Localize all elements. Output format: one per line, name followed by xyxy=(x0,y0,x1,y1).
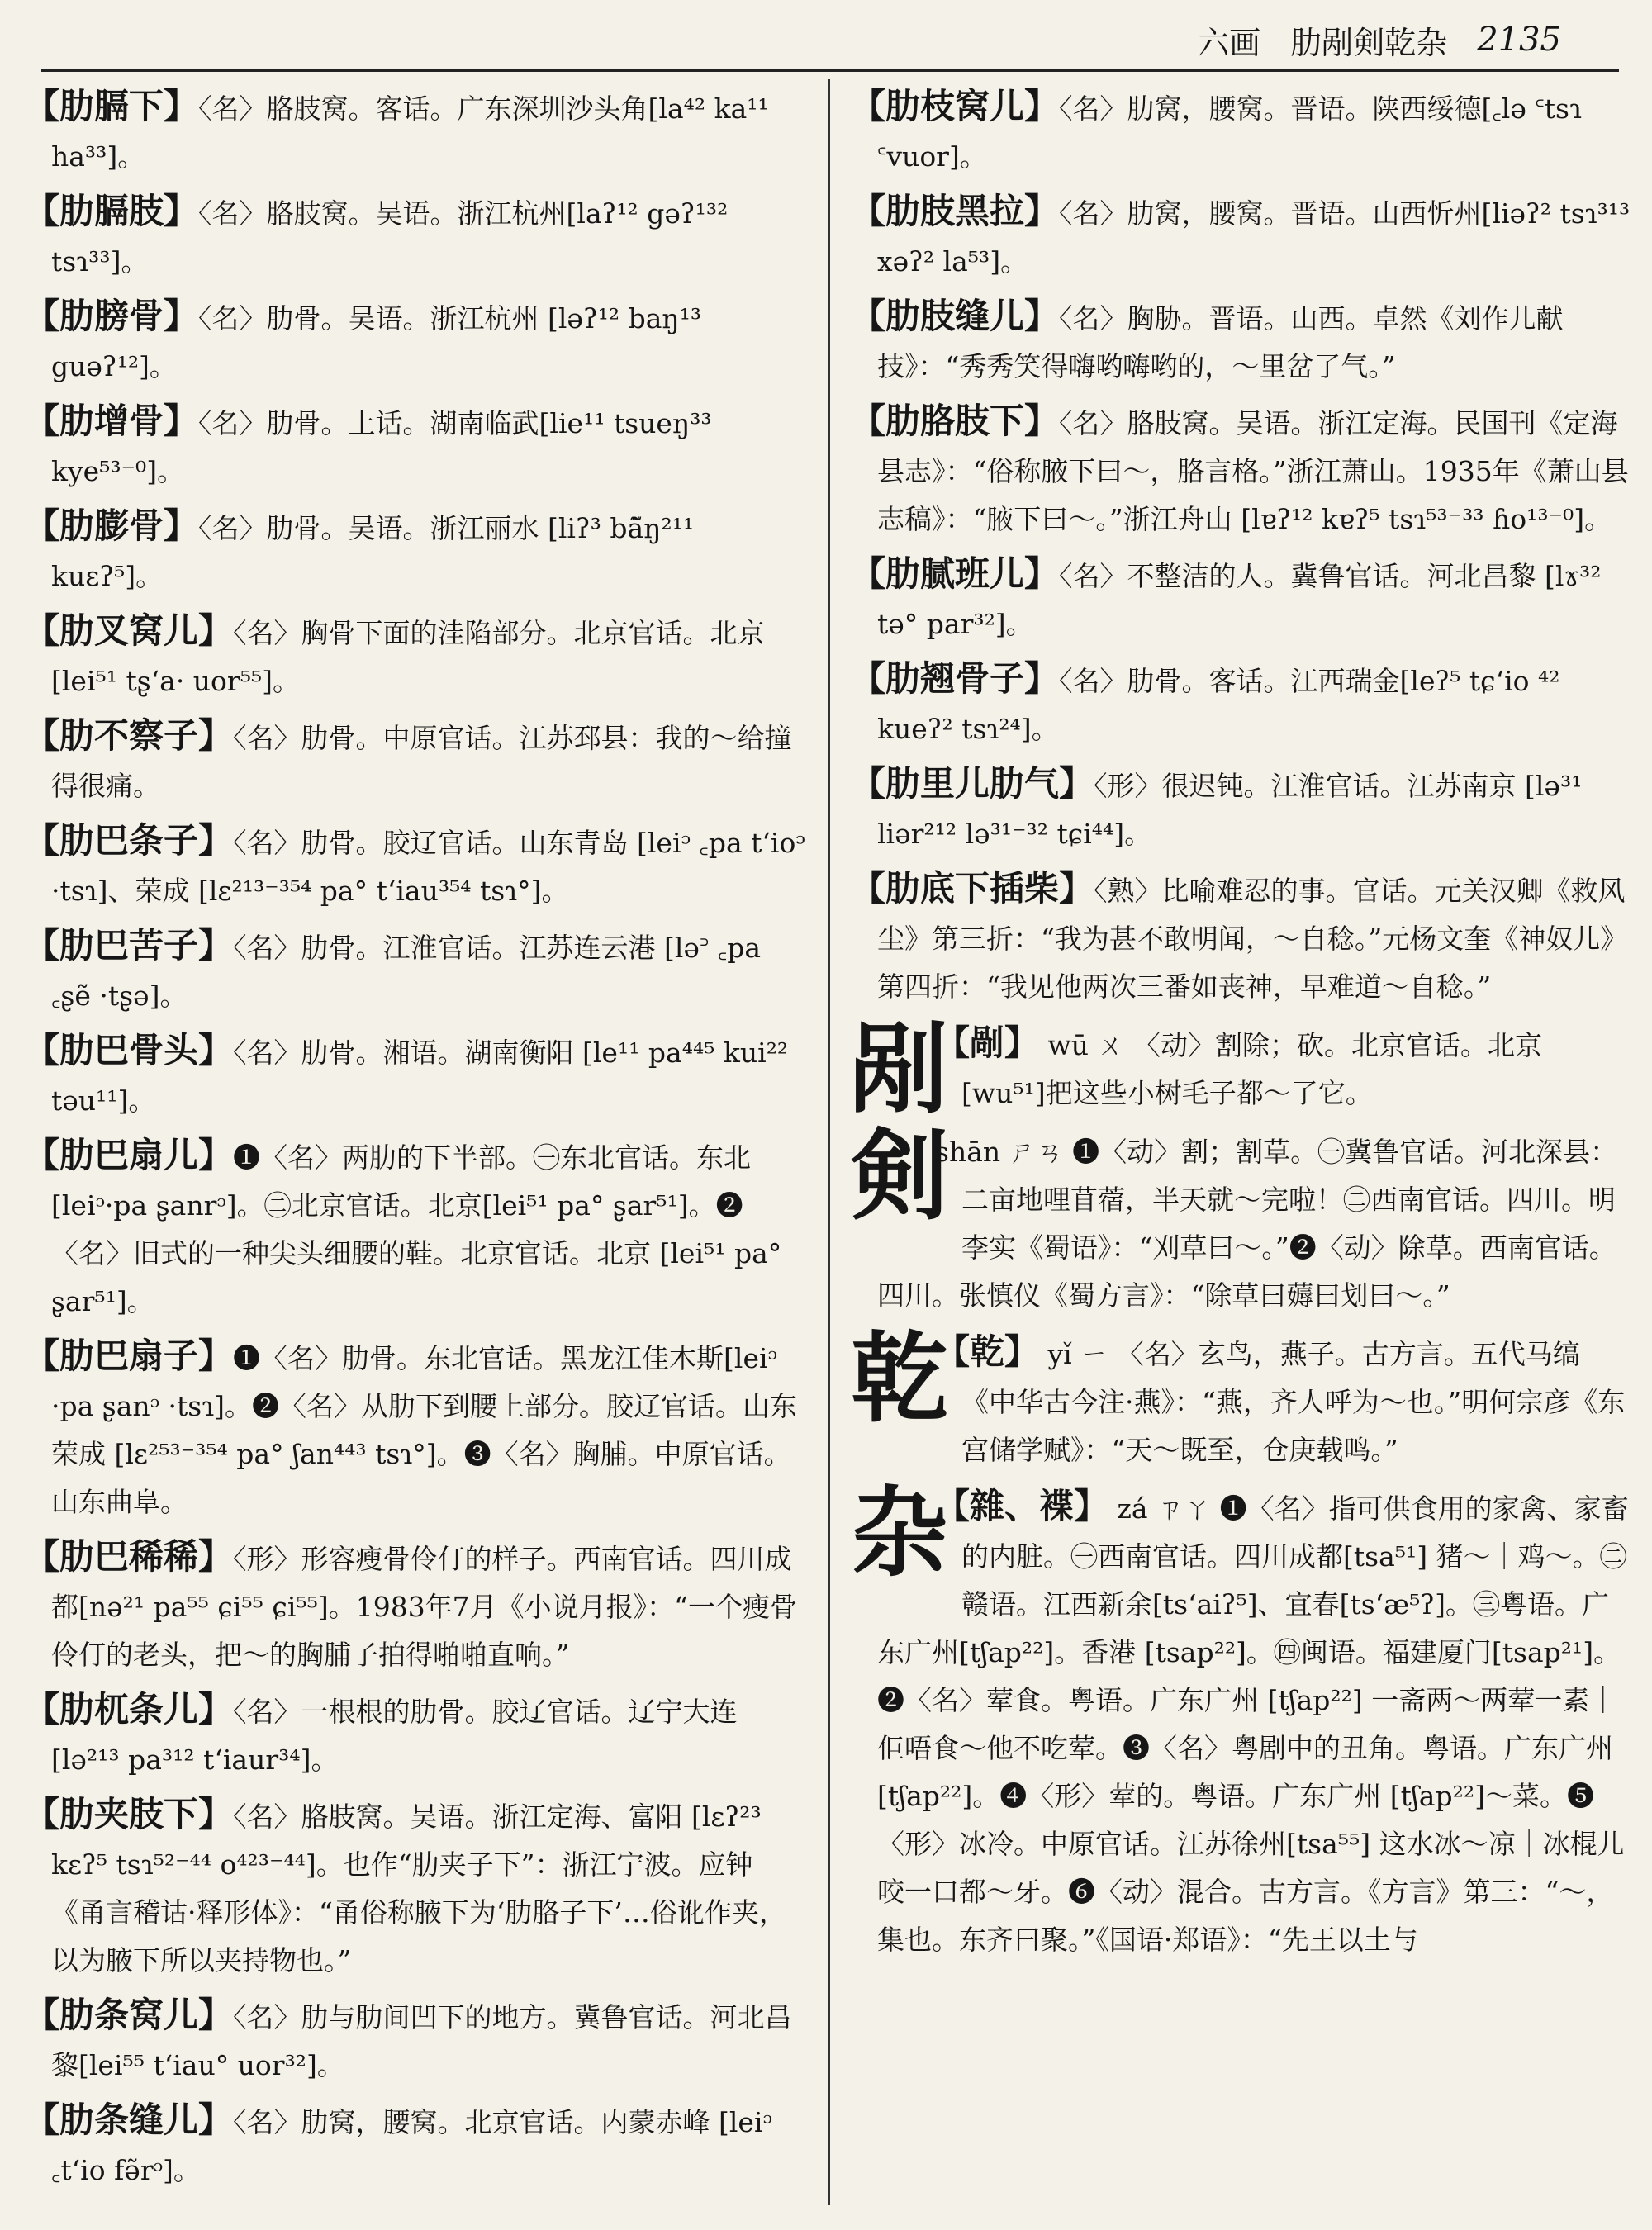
entry xyxy=(851,865,1631,1011)
headword: 【肋肢缝儿】 xyxy=(851,296,1060,336)
definition: 〈形〉形容瘦骨伶仃的样子。西南官话。四川成都[nə²¹ pa⁵⁵ ɕi⁵⁵ ɕi⁵⁵]。1983年7月《小说月报》：“一个瘦骨伶仃的老头，把～的胸脯子拍得啪啪直响。” xyxy=(51,1543,798,1671)
definition: 〈名〉肋与肋间凹下的地方。冀鲁官话。河北昌黎[lei⁵⁵ tʻiau° uor³²]。 xyxy=(51,2001,792,2081)
headword: 【肋膨骨】 xyxy=(25,505,199,546)
headword: 【肋巴稀稀】 xyxy=(25,1536,234,1577)
reading: shān ㄕㄢ xyxy=(935,1136,1064,1168)
definition: 〈名〉胳肢窝。客话。广东深圳沙头角[la⁴² ka¹¹ ha³³]。 xyxy=(51,93,769,173)
entry xyxy=(851,397,1631,543)
char-entry xyxy=(851,1118,1631,1320)
headword: 【肋膈肢】 xyxy=(25,191,199,231)
trad-form: 【雜、褋】 xyxy=(935,1486,1109,1526)
header-chars: 肋剐剣乾杂 xyxy=(1290,24,1448,61)
headword: 【肋巴条子】 xyxy=(25,820,234,861)
headword: 【肋翘骨子】 xyxy=(851,658,1060,699)
definition: 〈名〉胸骨下面的洼陷部分。北京官话。北京 [lei⁵¹ tʂʻa· uor⁵⁵]。 xyxy=(51,617,765,697)
definition: 〈名〉不整洁的人。冀鲁官话。河北昌黎 [lɤ³² tə° par³²]。 xyxy=(877,560,1602,640)
definition: 〈形〉很迟钝。江淮官话。江苏南京 [lə³¹ liər²¹² lə³¹⁻³² tɕi⁴⁴]。 xyxy=(877,770,1583,850)
trad-form: 【剮】 xyxy=(935,1022,1040,1063)
header-rule xyxy=(41,69,1619,72)
headword: 【肋增骨】 xyxy=(25,401,199,441)
headword: 【肋巴扇儿】 xyxy=(25,1135,234,1175)
entry xyxy=(851,83,1631,181)
headword: 【肋叉窝儿】 xyxy=(25,610,234,651)
definition: 〈名〉肋骨。吴语。浙江杭州 [ləʔ¹² baŋ¹³ guəʔ¹²]。 xyxy=(51,302,702,382)
headword: 【肋巴苦子】 xyxy=(25,925,234,966)
char-entry xyxy=(851,1321,1631,1474)
definition: ❶〈动〉割；割草。㊀冀鲁官话。河北深县：二亩地哩苜蓿，半天就～完啦！㊁西南官话。四川。明李实《蜀语》：“刈草曰～。”❷〈动〉除草。西南官话。四川。张慎仪《蜀方言》：“除草曰薅曰划曰～。” xyxy=(877,1136,1618,1312)
headword: 【肋肢黑拉】 xyxy=(851,191,1060,231)
char-entry xyxy=(851,1012,1631,1127)
definition: 〈名〉肋窝，腰窝。晋语。陕西绥德[꜀lə ꜂tsɿ ꜂vuor]。 xyxy=(877,93,1582,173)
entry xyxy=(25,607,805,705)
big-headchar: 杂 xyxy=(851,1475,949,1590)
entry xyxy=(25,817,805,915)
headword: 【肋不察子】 xyxy=(25,715,234,756)
headword: 【肋腻班儿】 xyxy=(851,553,1060,594)
char-entry xyxy=(851,1475,1631,1964)
definition: ❶〈名〉肋骨。东北官话。黑龙江佳木斯[leiᵓ ·pa ʂanᵓ ·tsɿ]。❷〈名〉从肋下到腰上部分。胶辽官话。山东荣成 [lɛ²⁵³⁻³⁵⁴ pa° ʃan⁴⁴³ tsɿ°]。❸〈名〉胸脯。中原官话。山东曲阜。 xyxy=(51,1342,798,1518)
definition: ❶〈名〉两肋的下半部。㊀东北官话。东北 [leiᵓ·pa ʂanrᵓ]。㊁北京官话。北京[lei⁵¹ pa° ʂar⁵¹]。❷〈名〉旧式的一种尖头细腰的鞋。北京官话。北京 [lei⁵¹ pa° ʂar⁵¹]。 xyxy=(51,1141,782,1317)
entry xyxy=(25,1132,805,1326)
right-column xyxy=(851,83,1631,1971)
left-column xyxy=(25,83,805,2201)
reading: yǐ ㄧ xyxy=(1047,1338,1108,1370)
entry xyxy=(25,1686,805,1784)
headword: 【肋条缝儿】 xyxy=(25,2100,234,2140)
section-label: 六画 xyxy=(1198,24,1261,61)
column-divider xyxy=(828,79,830,2205)
definition: 〈名〉肋骨。江淮官话。江苏连云港 [lə꜄ ꜀pa ꜀ʂẽ ·tʂə]。 xyxy=(51,932,762,1012)
reading: zá ㄗㄚ xyxy=(1117,1492,1212,1525)
entry xyxy=(25,2096,805,2194)
big-headchar: 剐 xyxy=(851,1012,949,1127)
definition: 〈名〉肋骨。中原官话。江苏邳县：我的～给撞得很痛。 xyxy=(51,722,792,802)
headword: 【肋枝窝儿】 xyxy=(851,86,1060,126)
definition: 〈名〉玄鸟，燕子。古方言。五代马缟《中华古今注·燕》：“燕，齐人呼为～也。”明何宗彦《东宫储学赋》：“天～既至，仓庚载鸣。” xyxy=(961,1338,1626,1466)
definition: 〈名〉胳肢窝。吴语。浙江定海、富阳 [lɛʔ²³ kɛʔ⁵ tsɿ⁵²⁻⁴⁴ o⁴²³⁻⁴⁴]。也作“肋夹子下”：浙江宁波。应钟《甬言稽诂·释形体》：“甬俗称腋下为‘肋胳子下’…俗讹作夹，以为腋下所以夹持物也。” xyxy=(51,1801,786,1976)
definition: 〈名〉胳肢窝。吴语。浙江杭州[laʔ¹² gəʔ¹³² tsɿ³³]。 xyxy=(51,197,729,278)
headword: 【肋膀骨】 xyxy=(25,296,199,336)
definition: 〈名〉胸胁。晋语。山西。卓然《刘作儿献技》：“秀秀笑得嗨哟嗨哟的，～里岔了气。” xyxy=(877,302,1564,382)
entry xyxy=(25,1791,805,1985)
trad-form: 【乾】 xyxy=(935,1331,1040,1372)
headword: 【肋巴骨头】 xyxy=(25,1030,234,1070)
definition: 〈动〉割除；砍。北京官话。北京 [wu⁵¹]把这些小树毛子都～了它。 xyxy=(961,1029,1543,1109)
entry xyxy=(25,1991,805,2090)
entry xyxy=(25,397,805,496)
entry xyxy=(851,550,1631,648)
definition: 〈名〉肋窝，腰窝。北京官话。内蒙赤峰 [leiᵓ ꜀tʻio fə̃rᵓ]。 xyxy=(51,2106,772,2186)
entry xyxy=(25,292,805,391)
definition: 〈名〉胳肢窝。吴语。浙江定海。民国刊《定海县志》：“俗称腋下曰～，胳言格。”浙江萧山。1935年《萧山县志稿》：“腋下曰～。”浙江舟山 [lɐʔ¹² kɐʔ⁵ tsɿ⁵³⁻³³ ɦo¹³⁻⁰]。 xyxy=(877,407,1629,535)
entry xyxy=(851,292,1631,391)
definition: 〈名〉肋骨。吴语。浙江丽水 [liʔ³ bã̃ŋ²¹¹ kuɛʔ⁵]。 xyxy=(51,512,695,592)
definition: 〈名〉肋骨。胶辽官话。山东青岛 [leiᵓ ꜀pa tʻioᵓ ·tsɿ]、荣成 [lɛ²¹³⁻³⁵⁴ pa° tʻiau³⁵⁴ tsɿ°]。 xyxy=(51,827,805,907)
big-headchar: 剣 xyxy=(851,1118,949,1233)
definition: 〈名〉肋骨。土话。湖南临武[lie¹¹ tsueŋ³³ kye⁵³⁻⁰]。 xyxy=(51,407,712,487)
definition: 〈熟〉比喻难忍的事。官话。元关汉卿《救风尘》第三折：“我为甚不敢明闻，～自稔。”元杨文奎《神奴儿》第四折：“我见他两次三番如丧神，早难道～自稔。” xyxy=(877,875,1628,1003)
reading: wū ㄨ xyxy=(1047,1029,1125,1061)
headword: 【肋巴扇子】 xyxy=(25,1336,234,1376)
headword: 【肋底下插柴】 xyxy=(851,868,1094,909)
definition: 〈名〉肋骨。湘语。湖南衡阳 [le¹¹ pa⁴⁴⁵ kui²² təu¹¹]。 xyxy=(51,1037,789,1117)
entry xyxy=(25,712,805,810)
running-header xyxy=(1198,15,1561,64)
entry xyxy=(25,187,805,286)
headword: 【肋胳肢下】 xyxy=(851,401,1060,441)
entry xyxy=(851,187,1631,286)
headword: 【肋条窝儿】 xyxy=(25,1995,234,2035)
headword: 【肋里儿肋气】 xyxy=(851,763,1094,804)
big-headchar: 乾 xyxy=(851,1321,949,1435)
entry xyxy=(851,760,1631,858)
entry xyxy=(25,922,805,1020)
headword: 【肋夹肢下】 xyxy=(25,1794,234,1834)
definition: ❶〈名〉指可供食用的家禽、家畜的内脏。㊀西南官话。四川成都[tsa⁵¹] 猪～｜鸡～。㊁赣语。江西新余[tsʻaiʔ⁵]、宜春[tsʻæ⁵ʔ]。㊂粤语。广东广州[tʃap²²]。香港 [tsap²²]。㊃闽语。福建厦门[tsap²¹]。❷〈名〉荤食。粤语。广东广州 [tʃap²²] 一斋两～两荤一素｜佢唔食～他不吃荤。❸〈名〉粤剧中的丑角。粤语。广东广州[tʃap²²]。❹〈形〉荤的。粤语。广东广州 [tʃap²²]～菜。❺〈形〉冰冷。中原官话。江苏徐州[tsa⁵⁵] 这水冰～凉｜冰棍儿咬一口都～牙。❻〈动〉混合。古方言。《方言》第三：“～，集也。东齐曰聚。”《国语·郑语》：“先王以土与 xyxy=(877,1492,1629,1956)
headword: 【肋杌条儿】 xyxy=(25,1689,234,1729)
definition: 〈名〉一根根的肋骨。胶辽官话。辽宁大连[lə²¹³ pa³¹² tʻiaur³⁴]。 xyxy=(51,1696,738,1776)
entry xyxy=(25,1332,805,1526)
definition: 〈名〉肋骨。客话。江西瑞金[leʔ⁵ tɕʻio ⁴² kueʔ² tsɿ²⁴]。 xyxy=(877,665,1560,745)
entry xyxy=(25,502,805,600)
headword: 【肋膈下】 xyxy=(25,86,199,126)
entry xyxy=(25,83,805,181)
page-number: 2135 xyxy=(1477,21,1561,59)
entry xyxy=(851,655,1631,753)
definition: 〈名〉肋窝，腰窝。晋语。山西忻州[liəʔ² tsɿ³¹³ xəʔ² la⁵³]。 xyxy=(877,197,1631,278)
entry xyxy=(25,1027,805,1125)
entry xyxy=(25,1533,805,1679)
